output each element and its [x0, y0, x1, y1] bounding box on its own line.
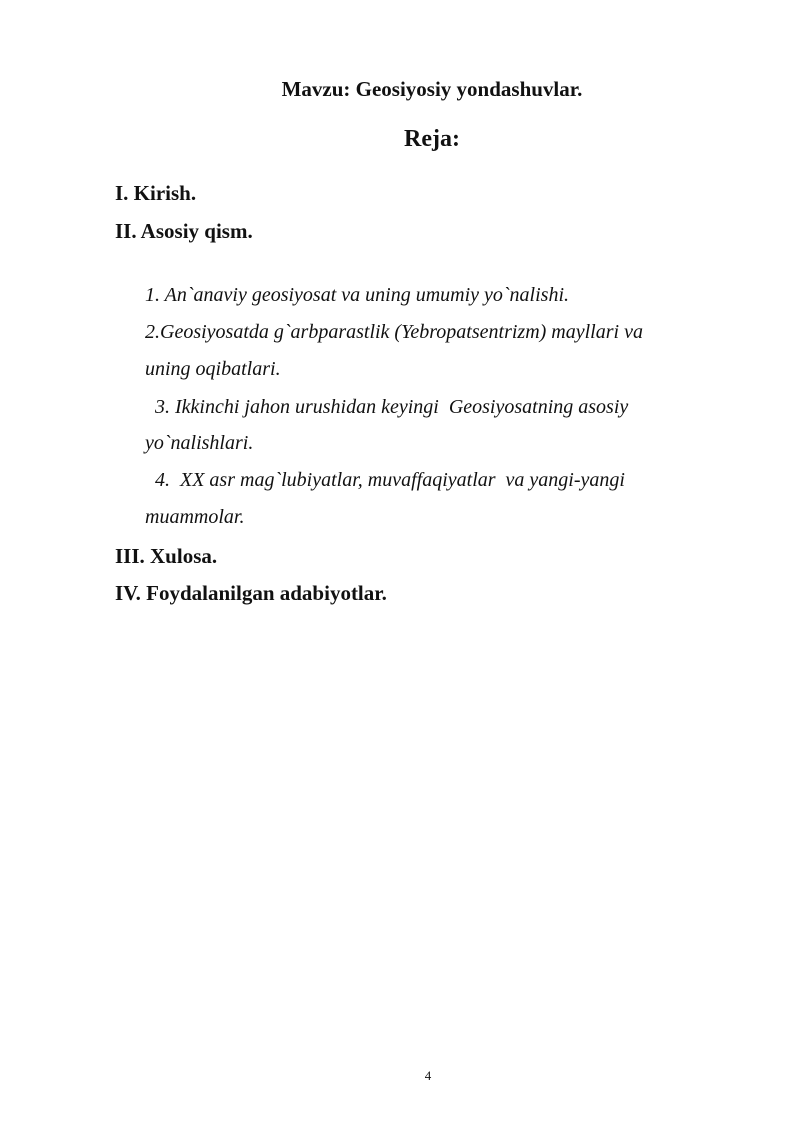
section-conclusion: III. Xulosa.: [115, 544, 218, 568]
page-number: 4: [424, 1068, 432, 1083]
topic-heading: Mavzu: Geosiyosiy yondashuvlar.: [281, 77, 583, 101]
plan-title: Reja:: [404, 126, 460, 152]
section-main-part: II. Asosiy qism.: [115, 219, 253, 243]
subitem-line-2: 2.Geosiyosatda g`arbparastlik (Yebropatsentrizm) mayllari va: [145, 321, 643, 343]
subitem-line-1: 1. An`anaviy geosiyosat va uning umumiy yo`nalishi.: [145, 284, 570, 306]
subitem-line-4: 3. Ikkinchi jahon urushidan keyingi Geosiyosatning asosiy: [145, 396, 629, 418]
section-references: IV. Foydalanilgan adabiyotlar.: [115, 581, 387, 605]
subitem-line-3: uning oqibatlari.: [145, 358, 281, 380]
section-introduction: I. Kirish.: [115, 181, 197, 205]
subitem-line-5: yo`nalishlari.: [145, 432, 254, 454]
subitem-line-7: muammolar.: [145, 506, 245, 528]
subitem-line-6: 4. XX asr mag`lubiyatlar, muvaffaqiyatlar va yangi-yangi: [145, 469, 625, 491]
